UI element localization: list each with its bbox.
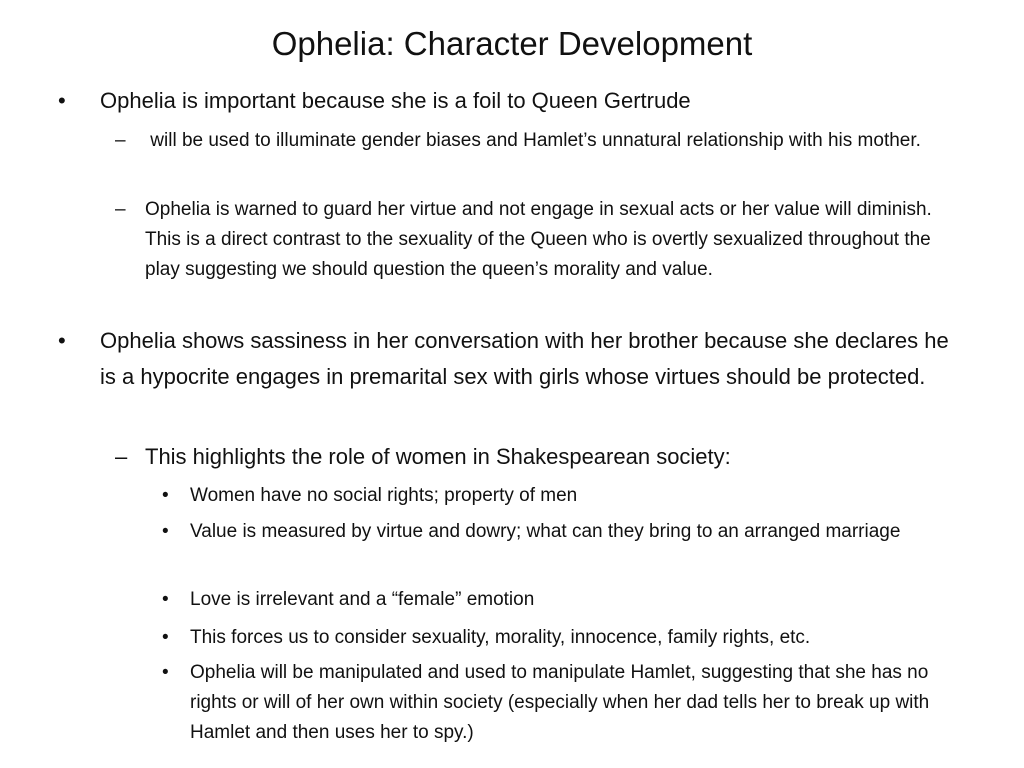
sub-bullet-item: [115, 195, 965, 285]
sub-sub-bullet-text: This forces us to consider sexuality, morality, innocence, family rights, etc.: [190, 627, 811, 648]
bullet-text: Ophelia shows sassiness in her conversation with her brother because she declares he is a hypocrite engages in premarital sex with girls whose virtues should be protected.: [100, 328, 949, 389]
sub-sub-bullet-item: [162, 481, 962, 511]
sub-sub-bullet-text: Women have no social rights; property of men: [190, 485, 578, 506]
bullet-item: [58, 323, 968, 395]
sub-sub-bullet-item: [162, 585, 962, 615]
sub-sub-bullet-item: [162, 658, 962, 748]
dash-marker: –: [115, 199, 126, 220]
dash-marker: –: [115, 130, 126, 151]
bullet-marker: •: [58, 88, 66, 113]
sub-bullet-text: will be used to illuminate gender biases and Hamlet’s unnatural relationship with his mother.: [145, 130, 921, 151]
sub-sub-bullet-text: Ophelia will be manipulated and used to manipulate Hamlet, suggesting that she has no rights or will of her own within society (especially when her dad tells her to break up with Hamlet and then uses her to spy.): [190, 662, 930, 743]
bullet-marker: •: [162, 627, 169, 648]
sub-bullet-text: This highlights the role of women in Shakespearean society:: [145, 444, 731, 469]
bullet-marker: •: [162, 589, 169, 610]
bullet-marker: •: [162, 662, 169, 683]
sub-sub-bullet-item: [162, 517, 962, 547]
sub-bullet-item: [115, 126, 965, 156]
slide-title: Ophelia: Character Development: [271, 25, 753, 62]
sub-sub-bullet-text: Love is irrelevant and a “female” emotion: [190, 589, 535, 610]
bullet-item: [58, 83, 968, 119]
sub-sub-bullet-item: [162, 623, 962, 653]
bullet-text: Ophelia is important because she is a foil to Queen Gertrude: [100, 88, 691, 113]
bullet-marker: •: [162, 485, 169, 506]
bullet-marker: •: [162, 521, 169, 542]
bullet-marker: •: [58, 328, 66, 353]
sub-sub-bullet-text: Value is measured by virtue and dowry; what can they bring to an arranged marriage: [190, 521, 901, 542]
dash-marker: –: [115, 444, 128, 469]
sub-bullet-item: [115, 441, 965, 473]
sub-bullet-text: Ophelia is warned to guard her virtue and not engage in sexual acts or her value will diminish. This is a direct contrast to the sexuality of the Queen who is overtly sexualized throughout the play suggesting we should question the queen’s morality and value.: [145, 199, 932, 280]
